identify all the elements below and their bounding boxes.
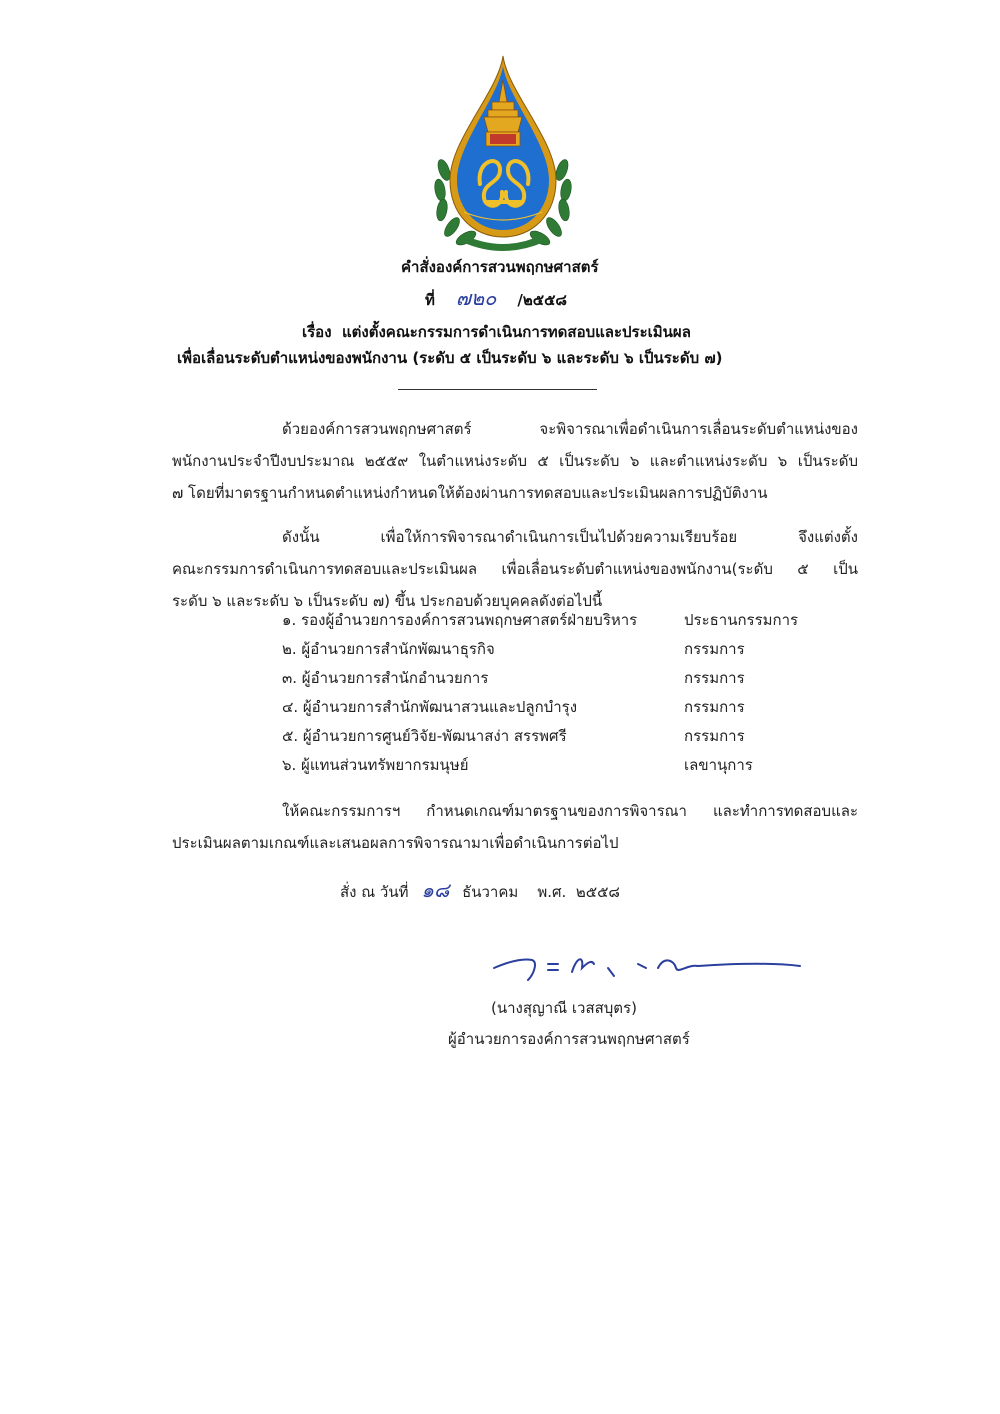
paragraph-line: พนักงานประจำปีงบประมาณ ๒๕๕๙ ในตำแหน่งระดับ ๕ เป็นระดับ ๖ และตำแหน่งระดับ ๖ เป็นระดับ xyxy=(172,452,858,470)
committee-member xyxy=(282,751,842,780)
paragraph-instruction xyxy=(172,795,858,859)
committee-member xyxy=(282,722,842,751)
paragraph-line: ด้วยองค์การสวนพฤกษศาสตร์ จะพิจารณาเพื่อดำเนินการเลื่อนระดับตำแหน่งของ xyxy=(282,420,858,438)
member-name: ๓. ผู้อำนวยการสำนักอำนวยการ xyxy=(282,669,489,687)
paragraph-line: คณะกรรมการดำเนินการทดสอบและประเมินผล เพื่อเลื่อนระดับตำแหน่งของพนักงาน(ระดับ ๕ เป็น xyxy=(172,560,858,578)
signatory-name: (นางสุญาณี เวสสบุตร) xyxy=(491,999,637,1017)
paragraph-line: ประเมินผลตามเกณฑ์และเสนอผลการพิจารณามาเพื่อดำเนินการต่อไป xyxy=(172,834,619,852)
order-title: คำสั่งองค์การสวนพฤกษศาสตร์ xyxy=(401,258,599,276)
member-role: กรรมการ xyxy=(684,698,745,716)
member-role: กรรมการ xyxy=(684,727,745,745)
order-day-handwritten: ๑๘ xyxy=(421,878,450,902)
subject-label: เรื่อง xyxy=(302,323,332,341)
committee-member xyxy=(282,635,842,664)
header-divider xyxy=(398,389,597,390)
subject-line-1 xyxy=(302,320,691,344)
subject-line-2: เพื่อเลื่อนระดับตำแหน่งของพนักงาน (ระดับ ๕ เป็นระดับ ๖ และระดับ ๖ เป็นระดับ ๗) xyxy=(177,349,723,367)
order-date xyxy=(340,876,620,906)
member-name: ๒. ผู้อำนวยการสำนักพัฒนาธุรกิจ xyxy=(282,640,495,658)
order-date-prefix: สั่ง ณ วันที่ xyxy=(340,883,409,901)
member-name: ๔. ผู้อำนวยการสำนักพัฒนาสวนและปลูกบำรุง xyxy=(282,698,578,716)
order-number-handwritten: ๗๒๐ xyxy=(455,286,497,310)
paragraph-intro xyxy=(172,413,858,509)
paragraph-line: ให้คณะกรรมการฯ กำหนดเกณฑ์มาตรฐานของการพิจารณา และทำการทดสอบและ xyxy=(282,802,858,820)
emblem-icon xyxy=(428,52,578,252)
member-name: ๕. ผู้อำนวยการศูนย์วิจัย-พัฒนาสง่า สรรพศรี xyxy=(282,727,567,745)
member-role: ประธานกรรมการ xyxy=(684,611,799,629)
member-name: ๑. รองผู้อำนวยการองค์การสวนพฤกษศาสตร์ฝ่ายบริหาร xyxy=(282,611,638,629)
paragraph-appointment xyxy=(172,521,858,617)
order-number xyxy=(425,282,567,314)
member-role: เลขานุการ xyxy=(684,756,753,774)
committee-member xyxy=(282,664,842,693)
committee-member xyxy=(282,606,842,635)
order-number-prefix: ที่ xyxy=(425,291,435,309)
paragraph-line: ๗ โดยที่มาตรฐานกำหนดตำแหน่งกำหนดให้ต้องผ่านการทดสอบและประเมินผลการปฏิบัติงาน xyxy=(172,484,768,502)
order-month: ธันวาคม xyxy=(462,883,519,901)
order-era: พ.ศ. xyxy=(537,883,567,901)
signature-icon xyxy=(488,938,808,988)
committee-member xyxy=(282,693,842,722)
order-number-year: /๒๕๕๘ xyxy=(517,291,568,309)
paragraph-line: ดังนั้น เพื่อให้การพิจารณาดำเนินการเป็นไปด้วยความเรียบร้อย จึงแต่งตั้ง xyxy=(282,528,858,546)
member-role: กรรมการ xyxy=(684,640,745,658)
signatory-position: ผู้อำนวยการองค์การสวนพฤกษศาสตร์ xyxy=(448,1030,690,1048)
member-name: ๖. ผู้แทนส่วนทรัพยากรมนุษย์ xyxy=(282,756,469,774)
subject-text: แต่งตั้งคณะกรรมการดำเนินการทดสอบและประเมินผล xyxy=(341,323,691,341)
order-year: ๒๕๕๘ xyxy=(575,883,620,901)
member-role: กรรมการ xyxy=(684,669,745,687)
paragraph-line: ระดับ ๖ และระดับ ๖ เป็นระดับ ๗) ขึ้น ประกอบด้วยบุคคลดังต่อไปนี้ xyxy=(172,592,603,610)
